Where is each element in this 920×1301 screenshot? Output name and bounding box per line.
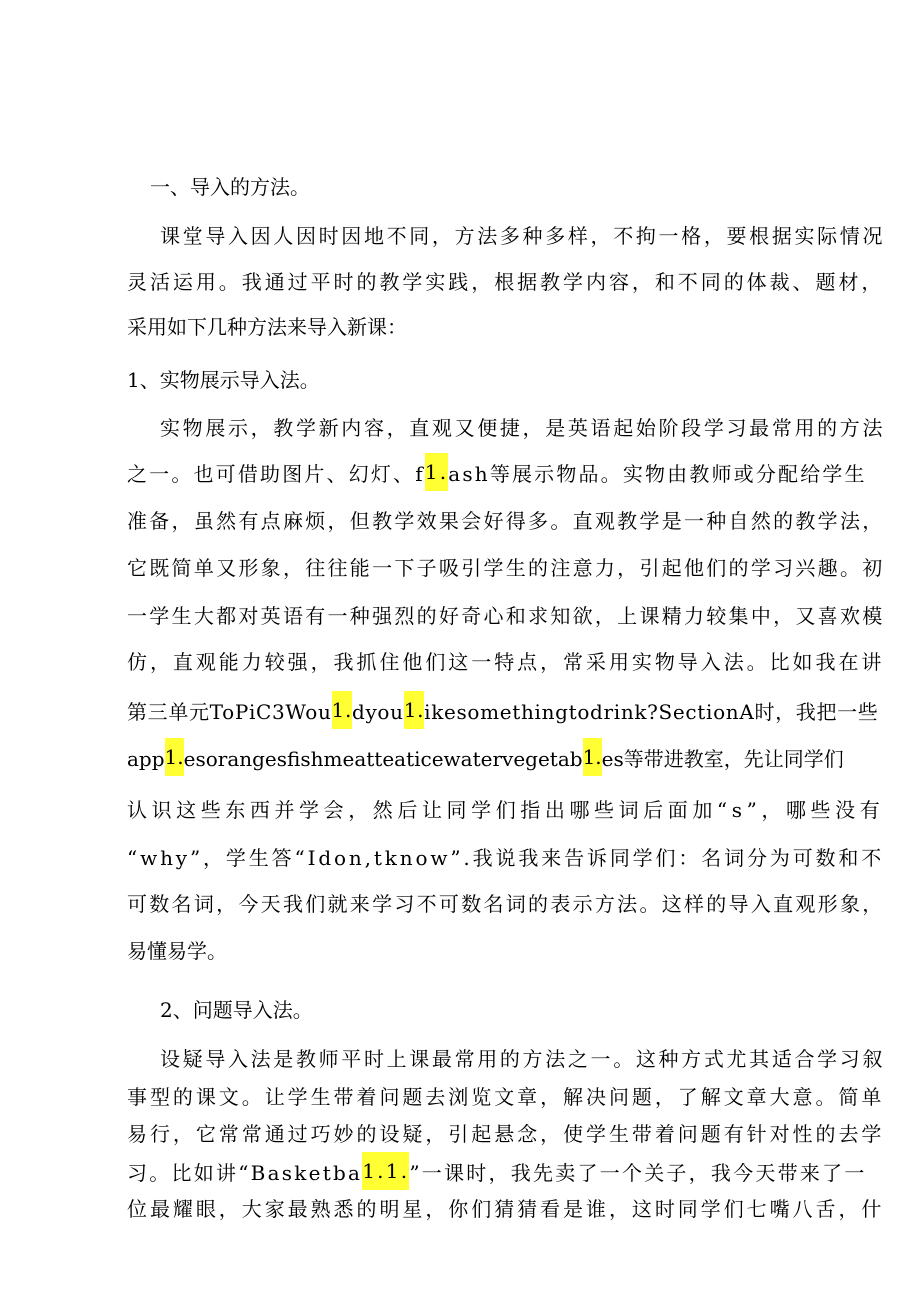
highlighted-text: 1. xyxy=(332,691,352,729)
text-run: 之一。也可借助图片、幻灯、f xyxy=(127,462,425,486)
heading-introduction-methods: 一、导入的方法。 xyxy=(150,175,310,199)
paragraph-line: 课堂导入因人因时因地不同，方法多种多样，不拘一格，要根据实际情况 xyxy=(160,224,886,248)
paragraph-line xyxy=(127,697,878,727)
text-run: ”一课时，我先卖了一个关子，我今天带来了一 xyxy=(409,1161,867,1185)
paragraph-line: 可数名词，今天我们就来学习不可数名词的表示方法。这样的导入直观形象， xyxy=(127,892,885,916)
paragraph-line: 它既简单又形象，往往能一下子吸引学生的注意力，引起他们的学习兴趣。初 xyxy=(127,556,885,580)
paragraph-line: 设疑导入法是教师平时上课最常用的方法之一。这种方式尤其适合学习叙 xyxy=(160,1047,886,1071)
text-run: esorangesfishmeatteaticewatervegetab xyxy=(183,747,583,771)
paragraph-line: 一学生大都对英语有一种强烈的好奇心和求知欲，上课精力较集中，又喜欢模 xyxy=(127,604,885,628)
highlighted-text: 1. xyxy=(425,453,448,491)
heading-object-display-method: 1、实物展示导入法。 xyxy=(127,368,320,392)
paragraph-line xyxy=(127,459,867,489)
text-run: ikesomethingtodrink?SectionA时，我把一些 xyxy=(424,700,879,724)
text-run: app xyxy=(127,747,165,771)
text-run: 第三单元ToPiC3Wou xyxy=(127,700,332,724)
paragraph-line: 事型的课文。让学生带着问题去浏览文章，解决问题，了解文章大意。简单 xyxy=(127,1085,885,1109)
paragraph-line: 位最耀眼，大家最熟悉的明星，你们猜猜看是谁，这时同学们七嘴八舌，什 xyxy=(127,1197,885,1221)
paragraph-line: 仿，直观能力较强，我抓住他们这一特点，常采用实物导入法。比如我在讲 xyxy=(127,650,885,674)
paragraph-line: “why”，学生答“Idon,tknow”.我说我来告诉同学们：名词分为可数和不 xyxy=(127,846,885,870)
paragraph-line: 准备，虽然有点麻烦，但教学效果会好得多。直观教学是一种自然的教学法， xyxy=(127,509,885,533)
paragraph-line: 采用如下几种方法来导入新课： xyxy=(127,315,407,339)
highlighted-text: 1. xyxy=(583,738,602,776)
paragraph-line xyxy=(127,744,844,774)
paragraph-line: 实物展示，教学新内容，直观又便捷，是英语起始阶段学习最常用的方法 xyxy=(160,416,886,440)
paragraph-line: 易懂易学。 xyxy=(127,939,227,963)
paragraph-line: 灵活运用。我通过平时的教学实践，根据教学内容，和不同的体裁、题材， xyxy=(127,270,885,294)
paragraph-line: 易行，它常常通过巧妙的设疑，引起悬念，使学生带着问题有针对性的去学 xyxy=(127,1122,885,1146)
highlighted-text: 1. xyxy=(165,738,184,776)
highlighted-text: 1.1. xyxy=(362,1152,409,1190)
text-run: ash等展示物品。实物由教师或分配给学生 xyxy=(448,462,867,486)
text-run: dyou xyxy=(351,700,404,724)
paragraph-line: 认识这些东西并学会，然后让同学们指出哪些词后面加“s”，哪些没有 xyxy=(127,798,885,822)
highlighted-text: 1. xyxy=(404,691,424,729)
paragraph-line xyxy=(127,1158,867,1188)
text-run: es等带进教室，先让同学们 xyxy=(601,747,844,771)
text-run: 习。比如讲“Basketba xyxy=(127,1161,363,1185)
heading-question-method: 2、问题导入法。 xyxy=(160,998,313,1022)
